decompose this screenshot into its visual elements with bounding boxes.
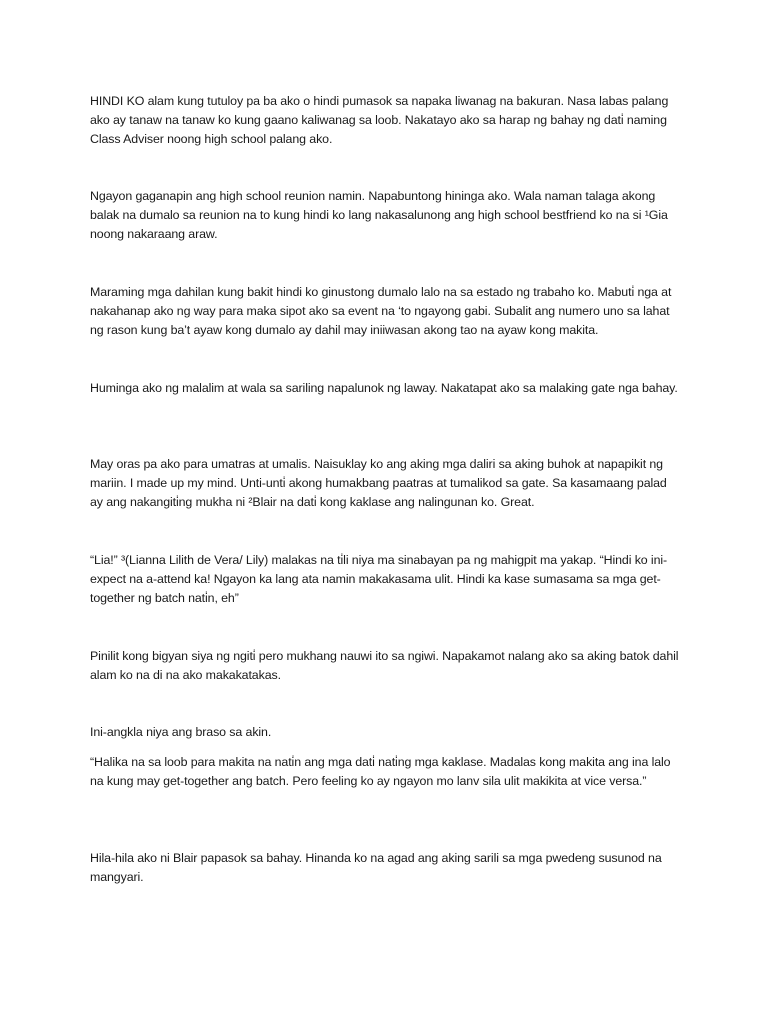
paragraph-4: Huminga ako ng malalim at wala sa sariling napalunok ng laway. Nakatapat ako sa malaking gate nga bahay. <box>90 381 678 395</box>
paragraph-1: HINDI KO alam kung tutuloy pa ba ako o hindi pumasok sa napaka liwanag na bakuran. Nasa labas palang ako ay tanaw na tanaw ko kung gaano kaliwanag sa loob. Nakatayo ako sa harap ng bahay ng dati̇ naming Class Adviser noong high school palang ako. <box>90 94 669 147</box>
paragraph-3: Maraming mga dahilan kung bakit hindi ko ginustong dumalo lalo na sa estado ng trabaho ko. Mabuti̇ nga at nakahanap ako ng way para maka sipot ako sa event na ‘to ngayong gabi. Subalit ang numero uno sa lahat ng rason kung ba’t ayaw kong dumalo ay dahil may iniiwasan akong tao na ayaw kong makita. <box>90 285 672 338</box>
paragraph-9: “Halika na sa loob para makita na nati̇n ang mga dati̇ nati̇ng mga kaklase. Madalas kong makita ang ina lalo na kung may get-together ang batch. Pero feeling ko ay ngayon mo lanv sila ulit makikita at vice versa.” <box>90 755 671 789</box>
paragraph-10: Hila-hila ako ni Blair papasok sa bahay. Hinanda ko na agad ang aking sarili sa mga pwedeng susunod na mangyari. <box>90 851 662 885</box>
paragraph-5: May oras pa ako para umatras at umalis. Naisuklay ko ang aking mga daliri sa aking buhok at napapikit ng mariin. I made up my mind. Unti-unti̇ akong humakbang paatras at tumalikod sa gate. Sa kasamaang palad ay ang nakangiti̇ng mukha ni ²Blair na dati̇ kong kaklase ang nalingunan ko. Great. <box>90 457 667 510</box>
paragraph-8: Ini-angkla niya ang braso sa akin. <box>90 725 272 739</box>
paragraph-2: Ngayon gaganapin ang high school reunion namin. Napabuntong hininga ako. Wala naman talaga akong balak na dumalo sa reunion na to kung hindi ko lang nakasalunong ang high school bestfriend ko na si ¹Gia noong nakaraang araw. <box>90 189 668 242</box>
paragraph-6: “Lia!” ³(Lianna Lilith de Vera/ Lily) malakas na ti̇li niya ma sinabayan pa ng mahigpit ma yakap. “Hindi ko ini-expect na a-attend ka! Ngayon ka lang ata namin makakasama ulit. Hindi ka kase sumasama sa mga get-together ng batch nati̇n, eh” <box>90 553 668 606</box>
paragraph-7: Pinilit kong bigyan siya ng ngiti̇ pero mukhang nauwi ito sa ngiwi. Napakamot nalang ako sa aking batok dahil alam ko na di na ako makakatakas. <box>90 649 679 683</box>
